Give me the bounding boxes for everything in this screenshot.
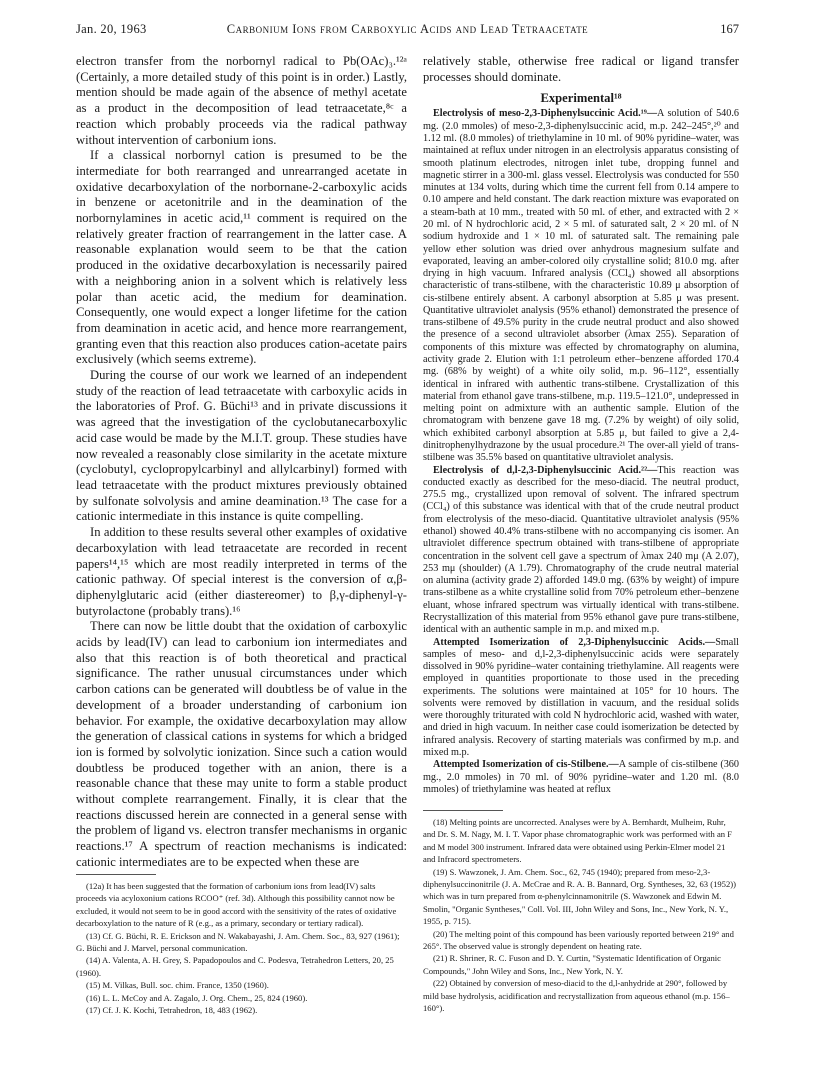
footnote-divider bbox=[423, 810, 503, 811]
footnote: (15) M. Vilkas, Bull. soc. chim. France, 1350 (1960). bbox=[86, 980, 269, 991]
page-number: 167 bbox=[720, 22, 739, 36]
footnote: (17) Cf. J. K. Kochi, Tetrahedron, 18, 483 (1962). bbox=[86, 1005, 258, 1016]
experiment-text: This reaction was conducted exactly as described for the meso-diacid. The neutral product, 275.5 mg., crystallized upon removal of solvent. The infrared spectrum (CCl₄) of this substance was identical with that of the crude neutral product from electrolysis of the meso-diacid. Quantitative ultraviolet analysis (95% ethanol) showed 40.4% trans-stilbene with no accompanying cis isomer. An ultraviolet difference spectrum obtained with trans-stilbene of appropriate concentration in the solvent cell gave a spectrum of λmax 240 mμ (A 2.07), 253 mμ (shoulder) (A 1.79). Chromatography of the crude neutral material on alumina (activity grade 2) afforded 149.0 mg. (63% by weight) of impure trans-stilbene as a white crystalline solid from 70% petroleum ether–benzene eluant, whose infrared spectrum was virtually identical with trans-stilbene. Recrystallization of this material from 95% ethanol gave pure trans-stilbene, identical with an authentic sample in m.p. and mixed m.p. bbox=[423, 464, 739, 636]
experiment-text: A solution of 540.6 mg. (2.0 mmoles) of meso-2,3-diphenylsuccinic acid, m.p. 242–245°,²⁰ and 1.12 ml. (8.0 mmoles) of triethylamine in 10 ml. of 90% pyridine–water, was maintained at reflux under nitrogen in an electrolysis apparatus consisting of smooth platinum electrodes, nitrogen inlet tube, dropping funnel and magnetic stirrer in a 300-ml. glass vessel. Electrolysis was conducted for 550 minutes at 134 volts, during which time the current fell from 0.14 ampere to 0.10 ampere and held constant. The dark reaction mixture was evaporated on a steam-bath at 10 mm., treated with 50 ml. of ether, and extracted with 2 × 20 ml. of N hydrochloric acid, 2 × 5 ml. of saturated salt, 2 × 20 ml. of N sodium hydroxide and 1 × 10 ml. of saturated salt. The remaining pale yellow ether solution was dried over anhydrous magnesium sulfate and evaporated, leaving an amber-colored oily crystalline solid; 810.0 mg. after drying in high vacuum. Infrared analysis (CCl₄) showed all absorptions characteristic of trans-stilbene, with the characteristic 10.89 μ absorption of cis-stilbene entirely absent. A carbonyl absorption at 5.85 μ was present. Quantitative ultraviolet analysis (95% ethanol) demonstrated the presence of trans-stilbene of 49.5% purity in the crude neutral product and also showed the presence of a second ultraviolet absorber (λmax 255). Separation of components of this mixture was effected by chromatography on alumina, activity grade 2. Elution with 1:1 petroleum ether–benzene afforded 170.4 mg. (68% by weight) of a white oily solid, m.p. 96–112°, essentially identical in infrared with authentic trans-stilbene. Crystallization of this material from ethanol gave trans-stilbene, m.p. 119.5–121.0°, undepressed in melting point on admixture with an authentic sample. Elution of the chromatogram with benzene gave 18 mg. (7.2% by weight) of oily solid, which exhibited carbonyl absorption at 5.85 μ, but failed to give a 2,4-dinitrophenylhydrazone by the usual procedure.²¹ The over-all yield of trans-stilbene was 35.5% based on quantitative ultraviolet analysis. bbox=[423, 108, 739, 464]
experiment-title: Electrolysis of d,l-2,3-Diphenylsuccinic Acid.²²— bbox=[433, 464, 658, 476]
paragraph: There can now be little doubt that the oxidation of carboxylic acids by lead(IV) can lead to carbonium ion intermediates and also that this reaction is of both theoretical and practical significance. The rather unusual circumstances under which carbon cations can be generated will doubtless be of value in the development of a broader understanding of carbonium ion behavior. For example, the oxidative decarboxylation may allow the generation of classical cations in systems for which a bridged ion is formed by solvolytic ionization. Since such a cation would doubtless be produced together with an anion, there is a reasonable chance that these may unite to form a stable product without complete rearrangement. Finally, it is clear that the reactions discussed herein are connected in a general sense with the problem of ligand vs. electron transfer mechanisms in organic reactions.¹⁷ A spectrum of reaction mechanisms is indicated: cationic intermediates are to be expected when these are bbox=[76, 619, 407, 869]
experimental-section bbox=[423, 108, 739, 796]
experiment-text: A sample of cis-stilbene (360 mg., 2.0 mmoles) in 70 ml. of 90% pyridine–water and 1.20 ml. (8.0 mmoles) of triethylamine was heated at reflux bbox=[423, 759, 739, 795]
page-header bbox=[76, 22, 739, 42]
footnote: (20) The melting point of this compound has been variously reported between 219° and 265°. The observed value is strongly dependent on heating rate. bbox=[423, 928, 734, 952]
footnote: (14) A. Valenta, A. H. Grey, S. Papadopoulos and C. Podesva, Tetrahedron Letters, 20, 25 (1960). bbox=[76, 955, 394, 978]
experiment-title: Electrolysis of meso-2,3-Diphenylsuccinic Acid.¹⁹— bbox=[433, 108, 658, 120]
experiment-paragraph bbox=[423, 108, 739, 464]
footnote: (18) Melting points are uncorrected. Analyses were by A. Bernhardt, Mulheim, Ruhr, and Dr. S. M. Nagy, M. I. T. Vapor phase chromatographic work was performed with an F and M model 300 instrument. Infrared data were obtained using Perkin-Elmer model 21 and Infracord spectrometers. bbox=[423, 817, 732, 865]
footnote-divider bbox=[76, 874, 156, 875]
paragraph: electron transfer from the norbornyl radical to Pb(OAc)₃.¹²ᵃ (Certainly, a more detailed study of this point is in order.) Lastly, mention should be made again of the absence of methyl acetate as a product in the decomposition of lead tetraacetate,⁸ᶜ a reaction which probably proceeds via the radical pathway without intervention of carbonium ions. bbox=[76, 54, 407, 147]
experiment-title: Attempted Isomerization of cis-Stilbene.— bbox=[433, 759, 619, 771]
issue-date: Jan. 20, 1963 bbox=[76, 22, 147, 36]
footnote: (19) S. Wawzonek, J. Am. Chem. Soc., 62, 745 (1940); prepared from meso-2,3-diphenylsuccinonitrile (J. A. McCrae and R. A. B. Bannard, Org. Syntheses, 32, 63 (1952)) which was in turn prepared from α-phenylcinnamonitrile (S. Wawzonek and Edwin M. Smolin, "Organic Syntheses," Coll. Vol. III, John Wiley and Sons, Inc., New York, N. Y., 1955, p. 715). bbox=[423, 866, 736, 927]
paragraph: During the course of our work we learned of an independent study of the reaction of lead tetraacetate with carboxylic acids in the laboratories of Prof. G. Büchi¹³ and in private discussions it was agreed that the investigation of the cyclobutanecarboxylic acid case would be made by the M.I.T. group. These studies have now revealed a reasonably close similarity in the acetate mixture (cyclobutyl, cyclopropylcarbinyl and allylcarbinyl) formed with lead tetraacetate with the product mixtures previously obtained by sulfonate solvolysis and amine deamination.¹³ The case for a cationic intermediate in this instance is quite compelling. bbox=[76, 368, 407, 524]
paragraph: relatively stable, otherwise free radical or ligand transfer processes should dominate. bbox=[423, 54, 739, 84]
paragraph: If a classical norbornyl cation is presumed to be the intermediate for both rearranged and unrearranged acetate in oxidative decarboxylation of the norbornane-2-carboxylic acids in benzene or acetonitrile and in the deamination of the norbornylamines in acetic acid,¹¹ comment is required on the relatively greater fraction of rearrangement in the latter case. A reasonable explanation would seem to be that the cation produced in the oxidative decarboxylation is necessarily paired with a neighboring anion in a solvent which is relatively less polar than acetic acid, the medium for deamination. Consequently, one would expect a longer lifetime for the cation from deamination in acetic acid, and hence more rearrangement, granting even that this reaction also produces cation-acetate pairs exclusively (which seems extreme). bbox=[76, 148, 407, 367]
experiment-paragraph bbox=[423, 759, 739, 796]
right-footnotes bbox=[423, 816, 739, 1015]
footnote: (13) Cf. G. Büchi, R. E. Erickson and N. Wakabayashi, J. Am. Chem. Soc., 83, 927 (1961); G. Büchi and J. Marvel, personal communication. bbox=[76, 930, 400, 954]
footnote: (16) L. L. McCoy and A. Zagalo, J. Org. Chem., 25, 824 (1960). bbox=[86, 992, 308, 1003]
footnote: (21) R. Shriner, R. C. Fuson and D. Y. Curtin, "Systematic Identification of Organic Compounds," John Wiley and Sons, Inc., New York, N. Y. bbox=[423, 953, 721, 976]
experiment-paragraph bbox=[423, 637, 739, 760]
experiment-text: Small samples of meso- and d,l-2,3-diphenylsuccinic acids were separately dissolved in 90% pyridine–water containing triethylamine. All reagents were employed in quantities proportionate to those used in the preceding experiments. The solutions were maintained at 105° for 10 hours. The solvents were removed by distillation in vacuum, and the residual solids were thoroughly triturated with cold N hydrochloric acid, washed with water, and dried in high vacuum. In neither case could isomerization be detected by infrared analysis. Recovery of starting materials was confirmed by m.p. and mixed m.p. bbox=[423, 636, 739, 759]
section-heading-experimental: Experimental¹⁸ bbox=[540, 91, 622, 106]
footnote: (22) Obtained by conversion of meso-diacid to the d,l-anhydride at 290°, followed by mild base hydrolysis, acidification and recrystallization from aqueous ethanol (m.p. 156–160°). bbox=[423, 978, 730, 1014]
right-column bbox=[423, 54, 739, 796]
experiment-title: Attempted Isomerization of 2,3-Diphenylsuccinic Acids.— bbox=[433, 636, 716, 648]
left-footnotes bbox=[76, 880, 407, 1016]
running-title: Carbonium Ions from Carboxylic Acids and Lead Tetraacetate bbox=[226, 22, 589, 36]
footnote: (12a) It has been suggested that the formation of carbonium ions from lead(IV) salts proceeds via acyloxonium cations RCOO⁺ (ref. 3d). Although this possibility cannot now be excluded, it would not seem to be in good accord with the sensitivity of the rates of oxidative decarboxylation to the nature of R (e.g., as a primary, secondary or tertiary radical). bbox=[76, 881, 397, 929]
paragraph: In addition to these results several other examples of oxidative decarboxylation with lead tetraacetate are recorded in recent papers¹⁴,¹⁵ which are most readily interpreted in terms of the cationic pathway. Of special interest is the conversion of α,β-diphenylglutaric acid (either diastereomer) to β,γ-diphenyl-γ-butyrolactone (probably trans).¹⁶ bbox=[76, 525, 407, 618]
experiment-paragraph bbox=[423, 465, 739, 637]
left-column bbox=[76, 54, 407, 871]
